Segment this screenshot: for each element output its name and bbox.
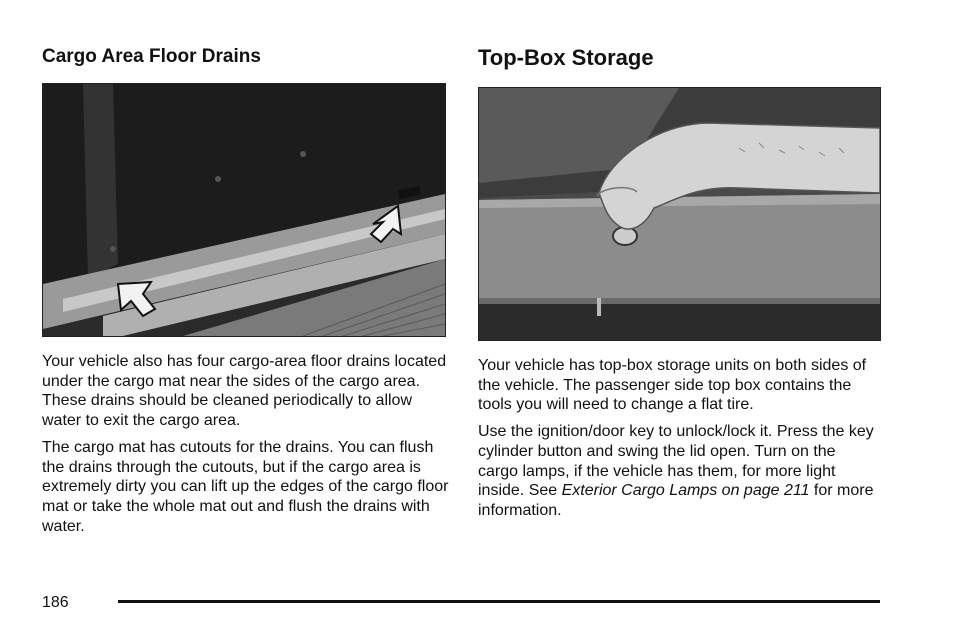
top-box-paragraph-2-end: for more information. <box>478 482 874 519</box>
page-number: 186 <box>42 594 69 611</box>
cargo-drains-paragraph-2: The cargo mat has cutouts for the drains. You can flush the drains through the cutouts, but if the cargo area is extremely dirty you can lift up the edges of the cargo floor mat or take the whole mat out and flush the drains with water. <box>42 438 449 535</box>
key-cylinder <box>613 227 637 245</box>
cargo-floor-illustration <box>43 84 445 336</box>
cargo-drains-paragraph-1: Your vehicle also has four cargo-area floor drains located under the cargo mat near the sides of the cargo area. These drains should be cleaned periodically to allow water to exit the cargo area. <box>42 353 447 430</box>
top-box-storage-heading: Top-Box Storage <box>478 45 654 70</box>
exterior-cargo-lamps-link[interactable]: Exterior Cargo Lamps on page 211 <box>561 482 810 500</box>
footer-rule <box>118 600 880 603</box>
top-box-paragraph-2-text: Use the ignition/door key to unlock/lock it. Press the key cylinder button and swing the lid open. Turn on the cargo lamps, if the vehicle has them, for more light inside. See <box>478 423 874 500</box>
cargo-drains-heading: Cargo Area Floor Drains <box>42 46 261 67</box>
top-box-paragraph-2 <box>478 422 878 521</box>
top-box-storage-photo <box>478 87 881 341</box>
top-box-illustration <box>479 88 880 340</box>
cargo-floor-drains-photo <box>42 83 446 337</box>
top-box-paragraph-1: Your vehicle has top-box storage units on both sides of the vehicle. The passenger side top box contains the tools you will need to change a flat tire. <box>478 357 867 414</box>
top-box-body <box>478 356 878 528</box>
cargo-drains-body <box>42 352 452 543</box>
